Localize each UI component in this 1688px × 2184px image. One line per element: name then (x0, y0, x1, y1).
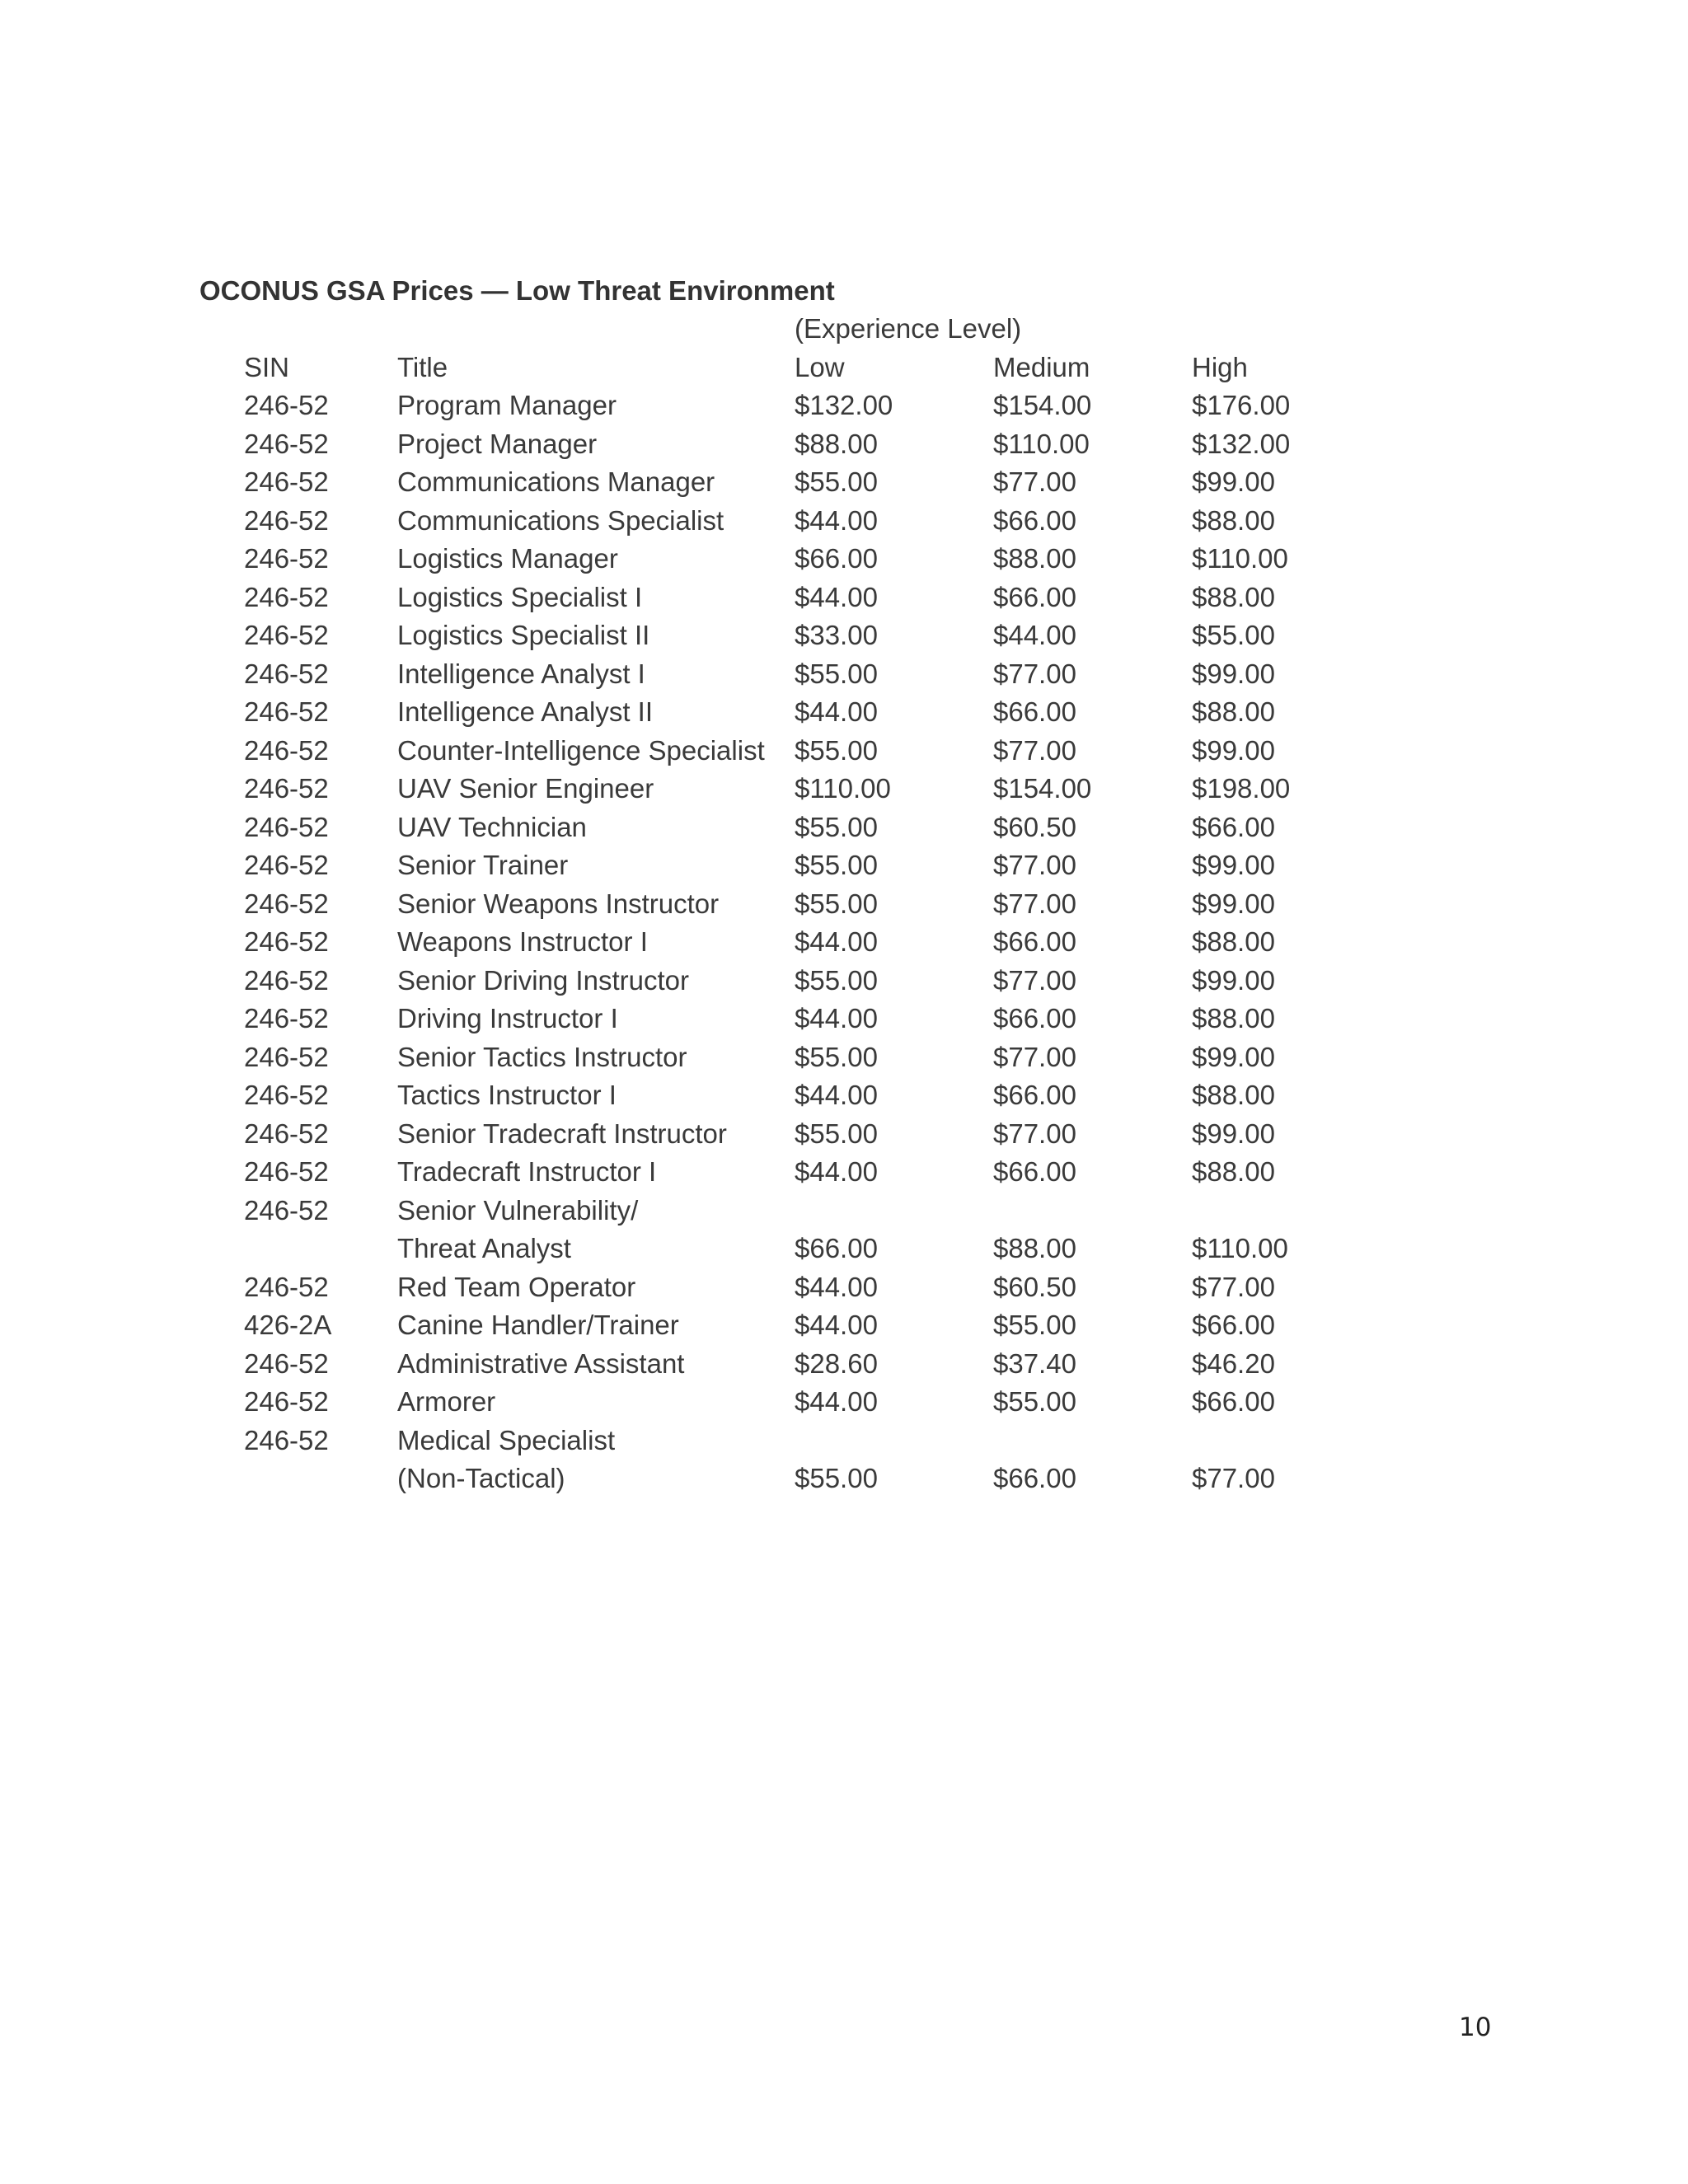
medium-price-cell: $66.00 (993, 696, 1076, 727)
sin-cell: 246-52 (244, 811, 329, 842)
medium-price-cell: $77.00 (993, 850, 1076, 880)
high-price-cell: $99.00 (1192, 734, 1275, 766)
title-cell: Medical Specialist (397, 1424, 616, 1455)
table-row (0, 732, 1688, 771)
sin-cell: 246-52 (244, 926, 329, 957)
sin-cell: 246-52 (244, 773, 329, 804)
low-price-cell: $55.00 (795, 466, 878, 497)
medium-price-cell: $77.00 (993, 888, 1076, 919)
price-table (0, 310, 1688, 1498)
title-cell: Communications Manager (397, 466, 715, 497)
sin-cell: 246-52 (244, 1194, 329, 1226)
page-number: 10 (1459, 2013, 1492, 2042)
title-cell: Counter-Intelligence Specialist (397, 734, 765, 766)
sin-cell: 246-52 (244, 696, 329, 727)
high-price-cell: $99.00 (1192, 964, 1275, 996)
table-header-row (0, 349, 1688, 387)
sin-cell: 246-52 (244, 581, 329, 612)
title-cell: UAV Technician (397, 811, 587, 842)
table-row (0, 1000, 1688, 1038)
title-cell: Logistics Specialist II (397, 620, 650, 650)
table-body (0, 387, 1688, 1498)
title-cell: Communications Specialist (397, 504, 724, 536)
medium-price-cell: $66.00 (993, 1156, 1076, 1187)
low-price-cell: $44.00 (795, 1156, 878, 1187)
low-price-cell: $132.00 (795, 390, 893, 420)
low-price-cell: $44.00 (795, 1003, 878, 1033)
table-row (0, 1268, 1688, 1307)
title-cell: Program Manager (397, 390, 617, 420)
high-price-cell: $132.00 (1192, 428, 1291, 459)
title-cell: UAV Senior Engineer (397, 773, 654, 804)
title-cell: Intelligence Analyst I (397, 658, 645, 689)
low-price-cell: $55.00 (795, 811, 878, 842)
header-sin: SIN (244, 351, 290, 382)
page-heading: OCONUS GSA Prices — Low Threat Environment (199, 275, 835, 306)
medium-price-cell: $66.00 (993, 1463, 1076, 1493)
table-row (0, 846, 1688, 885)
title-cell: Armorer (397, 1386, 496, 1417)
title-cell: Senior Trainer (397, 850, 569, 880)
table-row (0, 1038, 1688, 1077)
sin-cell: 246-52 (244, 1041, 329, 1072)
title-cell: Intelligence Analyst II (397, 696, 654, 727)
low-price-cell: $44.00 (795, 581, 878, 612)
low-price-cell: $44.00 (795, 1271, 878, 1302)
high-price-cell: $99.00 (1192, 658, 1275, 689)
medium-price-cell: $66.00 (993, 1080, 1076, 1110)
experience-level-row (0, 310, 1688, 349)
table-row (0, 1192, 1688, 1230)
medium-price-cell: $110.00 (993, 428, 1090, 459)
table-row (0, 808, 1688, 847)
high-price-cell: $66.00 (1192, 811, 1275, 842)
title-cell: Senior Tactics Instructor (397, 1041, 687, 1072)
sin-cell: 246-52 (244, 1424, 329, 1455)
high-price-cell: $99.00 (1192, 888, 1275, 919)
high-price-cell: $88.00 (1192, 926, 1275, 957)
high-price-cell: $88.00 (1192, 1156, 1275, 1187)
low-price-cell: $44.00 (795, 1386, 878, 1417)
medium-price-cell: $77.00 (993, 964, 1076, 996)
high-price-cell: $66.00 (1192, 1386, 1275, 1417)
sin-cell: 246-52 (244, 1118, 329, 1149)
title-cell: Senior Tradecraft Instructor (397, 1118, 727, 1149)
sin-cell: 246-52 (244, 658, 329, 689)
sin-cell: 246-52 (244, 1271, 329, 1302)
title-cell: Senior Vulnerability/ (397, 1194, 639, 1226)
low-price-cell: $55.00 (795, 658, 878, 689)
high-price-cell: $66.00 (1192, 1310, 1275, 1340)
table-row (0, 1345, 1688, 1384)
high-price-cell: $176.00 (1192, 390, 1291, 420)
medium-price-cell: $60.50 (993, 811, 1076, 842)
table-row (0, 693, 1688, 732)
medium-price-cell: $88.00 (993, 1233, 1076, 1263)
table-row (0, 1153, 1688, 1192)
high-price-cell: $110.00 (1192, 543, 1288, 574)
sin-cell: 246-52 (244, 1386, 329, 1417)
sin-cell: 246-52 (244, 1003, 329, 1033)
medium-price-cell: $66.00 (993, 1003, 1076, 1033)
low-price-cell: $44.00 (795, 696, 878, 727)
header-low: Low (795, 351, 845, 382)
high-price-cell: $77.00 (1192, 1463, 1275, 1493)
table-row (0, 770, 1688, 808)
sin-cell: 246-52 (244, 466, 329, 497)
sin-cell: 246-52 (244, 1156, 329, 1187)
table-row (0, 1230, 1688, 1268)
medium-price-cell: $154.00 (993, 773, 1092, 804)
table-row (0, 1115, 1688, 1154)
table-row (0, 579, 1688, 617)
medium-price-cell: $88.00 (993, 543, 1076, 574)
table-row (0, 1460, 1688, 1498)
low-price-cell: $55.00 (795, 1118, 878, 1149)
title-cell: Administrative Assistant (397, 1347, 685, 1379)
low-price-cell: $28.60 (795, 1347, 878, 1379)
sin-cell: 246-52 (244, 620, 329, 650)
low-price-cell: $44.00 (795, 926, 878, 957)
table-row (0, 923, 1688, 962)
medium-price-cell: $77.00 (993, 734, 1076, 766)
medium-price-cell: $154.00 (993, 390, 1092, 420)
sin-cell: 426-2A (244, 1310, 332, 1340)
table-row (0, 655, 1688, 694)
high-price-cell: $88.00 (1192, 1080, 1275, 1110)
sin-cell: 246-52 (244, 504, 329, 536)
low-price-cell: $44.00 (795, 504, 878, 536)
low-price-cell: $55.00 (795, 1041, 878, 1072)
table-row (0, 1383, 1688, 1422)
high-price-cell: $99.00 (1192, 1118, 1275, 1149)
sin-cell: 246-52 (244, 1347, 329, 1379)
title-cell: Project Manager (397, 428, 598, 459)
low-price-cell: $55.00 (795, 734, 878, 766)
title-cell: (Non-Tactical) (397, 1463, 565, 1493)
table-row (0, 463, 1688, 502)
high-price-cell: $88.00 (1192, 696, 1275, 727)
sin-cell: 246-52 (244, 543, 329, 574)
table-row (0, 502, 1688, 541)
title-cell: Logistics Specialist I (397, 581, 643, 612)
medium-price-cell: $66.00 (993, 504, 1076, 536)
low-price-cell: $55.00 (795, 850, 878, 880)
high-price-cell: $88.00 (1192, 581, 1275, 612)
title-cell: Tradecraft Instructor I (397, 1156, 657, 1187)
high-price-cell: $88.00 (1192, 1003, 1275, 1033)
high-price-cell: $99.00 (1192, 1041, 1275, 1072)
sin-cell: 246-52 (244, 850, 329, 880)
medium-price-cell: $77.00 (993, 658, 1076, 689)
high-price-cell: $99.00 (1192, 466, 1275, 497)
low-price-cell: $44.00 (795, 1080, 878, 1110)
sin-cell: 246-52 (244, 428, 329, 459)
table-row (0, 962, 1688, 1001)
sin-cell: 246-52 (244, 964, 329, 996)
table-row (0, 616, 1688, 655)
title-cell: Threat Analyst (397, 1233, 571, 1263)
title-cell: Red Team Operator (397, 1271, 636, 1302)
title-cell: Weapons Instructor I (397, 926, 648, 957)
medium-price-cell: $77.00 (993, 1041, 1076, 1072)
title-cell: Logistics Manager (397, 543, 618, 574)
low-price-cell: $55.00 (795, 1463, 878, 1493)
table-row (0, 1422, 1688, 1460)
table-row (0, 885, 1688, 924)
table-row (0, 425, 1688, 464)
low-price-cell: $110.00 (795, 773, 891, 804)
title-cell: Senior Weapons Instructor (397, 888, 720, 919)
medium-price-cell: $44.00 (993, 620, 1076, 650)
table-row (0, 1076, 1688, 1115)
high-price-cell: $88.00 (1192, 504, 1275, 536)
medium-price-cell: $77.00 (993, 466, 1076, 497)
title-cell: Canine Handler/Trainer (397, 1310, 679, 1340)
medium-price-cell: $66.00 (993, 581, 1076, 612)
medium-price-cell: $37.40 (993, 1347, 1076, 1379)
low-price-cell: $88.00 (795, 428, 878, 459)
high-price-cell: $99.00 (1192, 850, 1275, 880)
header-high: High (1192, 351, 1248, 382)
high-price-cell: $55.00 (1192, 620, 1275, 650)
low-price-cell: $44.00 (795, 1310, 878, 1340)
table-row (0, 1306, 1688, 1345)
title-cell: Tactics Instructor I (397, 1080, 617, 1110)
title-cell: Senior Driving Instructor (397, 964, 689, 996)
medium-price-cell: $55.00 (993, 1386, 1076, 1417)
header-title: Title (397, 351, 448, 382)
medium-price-cell: $60.50 (993, 1271, 1076, 1302)
high-price-cell: $46.20 (1192, 1347, 1275, 1379)
high-price-cell: $110.00 (1192, 1233, 1288, 1263)
table-row (0, 387, 1688, 425)
sin-cell: 246-52 (244, 1080, 329, 1110)
medium-price-cell: $77.00 (993, 1118, 1076, 1149)
high-price-cell: $77.00 (1192, 1271, 1275, 1302)
high-price-cell: $198.00 (1192, 773, 1291, 804)
low-price-cell: $55.00 (795, 964, 878, 996)
table-row (0, 540, 1688, 579)
low-price-cell: $55.00 (795, 888, 878, 919)
low-price-cell: $66.00 (795, 543, 878, 574)
experience-level-label: (Experience Level) (795, 313, 1022, 344)
low-price-cell: $33.00 (795, 620, 878, 650)
medium-price-cell: $55.00 (993, 1310, 1076, 1340)
sin-cell: 246-52 (244, 734, 329, 766)
low-price-cell: $66.00 (795, 1233, 878, 1263)
sin-cell: 246-52 (244, 888, 329, 919)
sin-cell: 246-52 (244, 390, 329, 420)
title-cell: Driving Instructor I (397, 1003, 618, 1033)
medium-price-cell: $66.00 (993, 926, 1076, 957)
header-medium: Medium (993, 351, 1090, 382)
